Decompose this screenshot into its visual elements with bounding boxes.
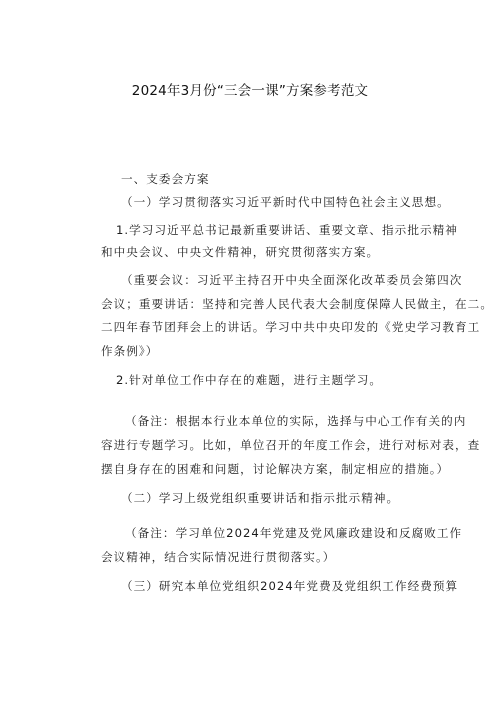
note-line: 容进行专题学习。比如，单位召开的年度工作会，进行对标对表，查 (101, 438, 481, 452)
subsection-heading: （三）研究本单位党组织2024年党费及党组织工作经费预算 (121, 579, 459, 593)
subsection-heading: （二）学习上级党组织重要讲话和指示批示精神。 (121, 491, 400, 505)
note-line: 作条例》） (101, 344, 159, 358)
note-line: 二四年春节团拜会上的讲话。学习中共中央印发的《党史学习教育工 (101, 320, 481, 334)
note-line: （重要会议：习近平主持召开中央全面深化改革委员会第四次 (121, 273, 463, 287)
note-line: 摆自身存在的困难和问题，讨论解决方案，制定相应的措施。） (101, 462, 450, 476)
note-line: （备注：学习单位2024年党建及党风廉政建设和反腐败工作 (125, 526, 463, 540)
note-line: （备注：根据本行业本单位的实际，选择与中心工作有关的内 (125, 414, 467, 428)
note-line: 会议；重要讲话：坚持和完善人民代表大会制度保障人民做主，在二。 (101, 297, 493, 311)
subsection-heading: （一）学习贯彻落实习近平新时代中国特色社会主义思想。 (121, 195, 450, 209)
section-heading: 一、支委会方案 (121, 172, 210, 186)
paragraph-line: 和中央会议、中央文件精神，研究贯彻落实方案。 (101, 245, 380, 259)
document-title: 2024年3月份“三会一课”方案参考范文 (131, 83, 369, 99)
paragraph-line: 1.学习习近平总书记最新重要讲话、重要文章、指示批示精神 (116, 223, 458, 237)
note-line: 会议精神，结合实际情况进行贯彻落实。） (101, 550, 336, 564)
paragraph-line: 2.针对单位工作中存在的难题，进行主题学习。 (116, 373, 383, 387)
